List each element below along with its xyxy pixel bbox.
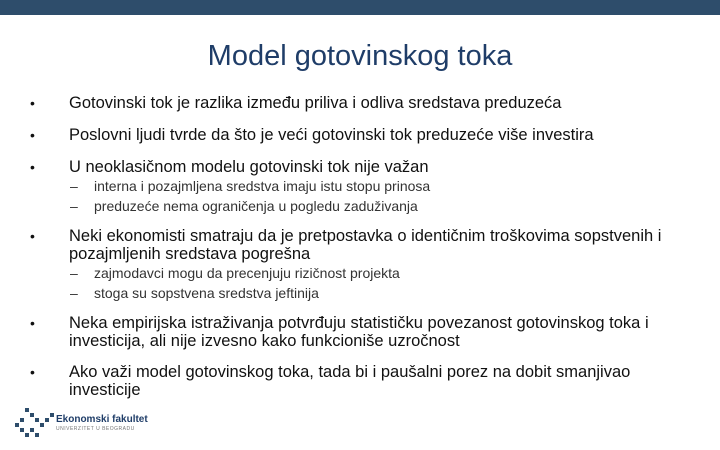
bullet-text: Neki ekonomisti smatraju da je pretpostavka o identičnim troškovima sopstvenih i pozajmljenih sredstava pogrešna — [69, 227, 662, 263]
sub-dash: – — [70, 178, 78, 194]
bullet-item-1 — [30, 94, 700, 112]
bullet-text: Gotovinski tok je razlika između priliva i odliva sredstava preduzeća — [69, 94, 562, 112]
bullet-item-2 — [30, 126, 700, 144]
sub-list — [30, 176, 700, 216]
logo-name: Ekonomski fakultet — [56, 414, 148, 425]
bullet-text: Ako važi model gotovinskog toka, tada bi i paušalni porez na dobit smanjivao investicije — [69, 363, 631, 399]
bullet-dot: • — [30, 159, 35, 175]
bullet-dot: • — [30, 228, 35, 244]
sub-item — [70, 283, 700, 303]
bullet-text: U neoklasičnom modelu gotovinski tok nije važan — [69, 158, 429, 176]
sub-dash: – — [70, 265, 78, 281]
slide-title: Model gotovinskog toka — [207, 40, 513, 72]
sub-item-text: preduzeće nema ograničenja u pogledu zaduživanja — [94, 198, 418, 214]
sub-item — [70, 263, 700, 283]
sub-dash: – — [70, 198, 78, 214]
sub-item-text: interna i pozajmljena sredstva imaju istu stopu prinosa — [94, 178, 431, 194]
bullet-text: Neka empirijska istraživanja potvrđuju statističku povezanost gotovinskog toka i investicija, ali nije izvesno kako funkcioniše uzročnost — [69, 314, 649, 350]
logo-subtitle: UNIVERZITET U BEOGRADU — [56, 426, 135, 432]
sub-list — [30, 263, 700, 303]
sub-item-text: stoga su sopstvena sredstva jeftinija — [94, 285, 319, 301]
bullet-list — [30, 94, 700, 399]
sub-item-text: zajmodavci mogu da precenjuju rizičnost projekta — [94, 265, 400, 281]
sub-dash: – — [70, 285, 78, 301]
bullet-text: Poslovni ljudi tvrde da što je veći gotovinski tok preduzeće više investira — [69, 126, 594, 144]
bullet-dot: • — [30, 127, 35, 143]
bullet-item-5 — [30, 314, 700, 350]
sub-item — [70, 176, 700, 196]
bullet-dot: • — [30, 315, 35, 331]
bullet-dot: • — [30, 364, 35, 380]
bullet-dot: • — [30, 95, 35, 111]
bullet-item-6 — [30, 363, 700, 399]
bullet-item-3 — [30, 158, 700, 176]
top-bar — [0, 0, 720, 15]
sub-item — [70, 196, 700, 216]
bullet-item-4 — [30, 227, 700, 263]
